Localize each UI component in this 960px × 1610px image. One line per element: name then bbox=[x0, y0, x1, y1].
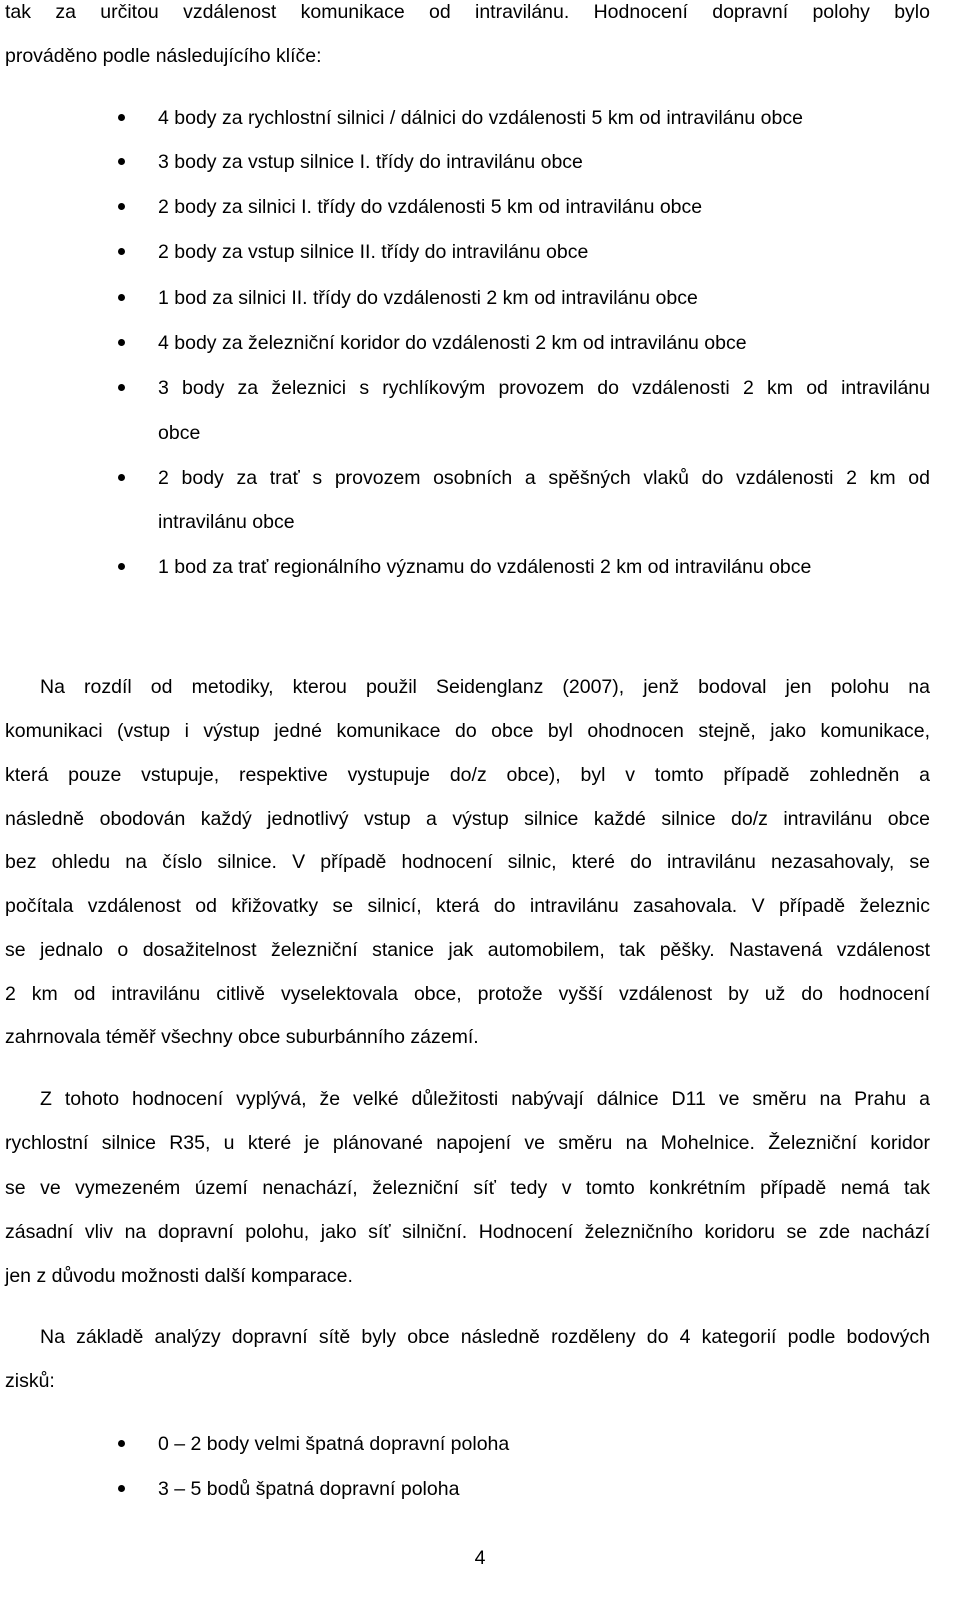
paragraph-line: se jednalo o dosažitelnost železniční stanice jak automobilem, tak pěšky. Nastavená vzdálenost bbox=[5, 939, 930, 961]
list-item-text: 4 body za železniční koridor do vzdálenosti 2 km od intravilánu obce bbox=[158, 332, 747, 354]
paragraph-line: Na rozdíl od metodiky, kterou použil Seidenglanz (2007), jenž bodoval jen polohu na bbox=[40, 676, 930, 698]
list-item bbox=[118, 240, 930, 264]
paragraph-line: počítala vzdálenost od křižovatky se silnicí, která do intravilánu zasahovala. V případě železnic bbox=[5, 895, 930, 917]
bullet-icon bbox=[118, 1440, 125, 1447]
paragraph-line: následně obodován každý jednotlivý vstup a výstup silnice každé silnice do/z intravilánu obce bbox=[5, 808, 930, 830]
bullet-icon bbox=[118, 1485, 125, 1492]
paragraph-line: Z tohoto hodnocení vyplývá, že velké důležitosti nabývají dálnice D11 ve směru na Prahu a bbox=[40, 1088, 930, 1110]
list-item bbox=[118, 555, 930, 579]
intro-line: prováděno podle následujícího klíče: bbox=[5, 45, 322, 67]
list-item-text: 3 body za vstup silnice I. třídy do intravilánu obce bbox=[158, 151, 583, 173]
list-item bbox=[118, 286, 930, 310]
list-item-text: 0 – 2 body velmi špatná dopravní poloha bbox=[158, 1433, 510, 1455]
list-item-text: 2 body za trať s provozem osobních a spěšných vlaků do vzdálenosti 2 km od bbox=[158, 467, 930, 489]
paragraph-line: komunikaci (vstup i výstup jedné komunikace do obce byl ohodnocen stejně, jako komunikace, bbox=[5, 720, 930, 742]
list-item bbox=[118, 195, 930, 219]
bullet-icon bbox=[118, 294, 125, 301]
list-item bbox=[118, 1477, 930, 1501]
paragraph-line: zahrnovala téměř všechny obce suburbánního zázemí. bbox=[5, 1026, 479, 1048]
list-item-text: 2 body za silnici I. třídy do vzdálenosti 5 km od intravilánu obce bbox=[158, 196, 703, 218]
bullet-icon bbox=[118, 339, 125, 346]
paragraph-line: která pouze vstupuje, respektive vystupuje do/z obce), byl v tomto případě zohledněn a bbox=[5, 764, 930, 786]
list-item bbox=[118, 376, 930, 400]
paragraph-line: Na základě analýzy dopravní sítě byly obce následně rozděleny do 4 kategorií podle bodových bbox=[40, 1326, 930, 1348]
list-item-text: 3 body za železnici s rychlíkovým provozem do vzdálenosti 2 km od intravilánu bbox=[158, 377, 930, 399]
bullet-icon bbox=[118, 474, 125, 481]
bullet-icon bbox=[118, 158, 125, 165]
paragraph-line: rychlostní silnice R35, u které je plánované napojení ve směru na Mohelnice. Železniční koridor bbox=[5, 1132, 930, 1154]
paragraph-line: zásadní vliv na dopravní polohu, jako síť silniční. Hodnocení železničního koridoru se zde nachází bbox=[5, 1221, 930, 1243]
bullet-icon bbox=[118, 384, 125, 391]
list-item bbox=[118, 466, 930, 490]
list-item-text: 1 bod za trať regionálního významu do vzdálenosti 2 km od intravilánu obce bbox=[158, 556, 812, 578]
paragraph-line: bez ohledu na číslo silnice. V případě hodnocení silnic, které do intravilánu nezasahovaly, se bbox=[5, 851, 930, 873]
list-item-text: 1 bod za silnici II. třídy do vzdálenosti 2 km od intravilánu obce bbox=[158, 287, 698, 309]
intro-line: tak za určitou vzdálenost komunikace od intravilánu. Hodnocení dopravní polohy bylo bbox=[5, 1, 930, 23]
list-item-text: 3 – 5 bodů špatná dopravní poloha bbox=[158, 1478, 460, 1500]
paragraph-line: zisků: bbox=[5, 1370, 55, 1392]
bullet-icon bbox=[118, 203, 125, 210]
list-item-text: 2 body za vstup silnice II. třídy do intravilánu obce bbox=[158, 241, 589, 263]
bullet-icon bbox=[118, 563, 125, 570]
paragraph-line: 2 km od intravilánu citlivě vyselektovala obce, protože vyšší vzdálenost by už do hodnocení bbox=[5, 983, 930, 1005]
list-item bbox=[118, 331, 930, 355]
list-item bbox=[118, 1432, 930, 1456]
list-item bbox=[118, 150, 930, 174]
list-item bbox=[118, 106, 930, 130]
page-number: 4 bbox=[474, 1547, 486, 1569]
paragraph-line: jen z důvodu možnosti další komparace. bbox=[5, 1265, 353, 1287]
list-item-continuation: obce bbox=[158, 422, 201, 444]
bullet-icon bbox=[118, 114, 125, 121]
bullet-icon bbox=[118, 248, 125, 255]
list-item-continuation: intravilánu obce bbox=[158, 511, 295, 533]
paragraph-line: se ve vymezeném území nenachází, železniční síť tedy v tomto konkrétním případě nemá tak bbox=[5, 1177, 930, 1199]
list-item-text: 4 body za rychlostní silnici / dálnici do vzdálenosti 5 km od intravilánu obce bbox=[158, 107, 803, 129]
